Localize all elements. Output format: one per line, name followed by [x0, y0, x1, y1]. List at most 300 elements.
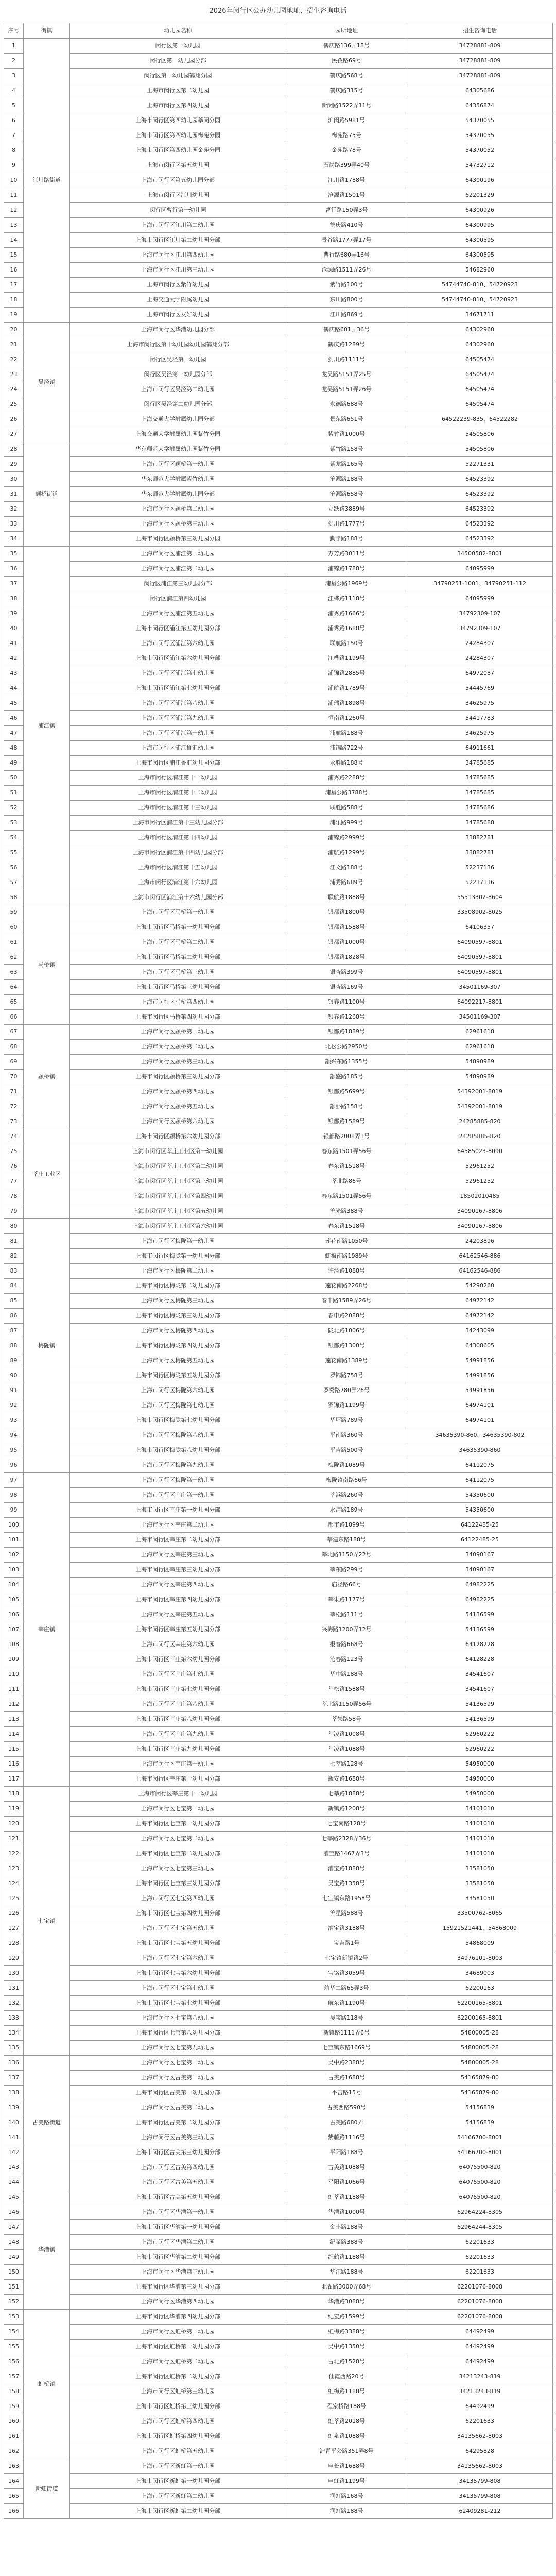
kindergarten-name: 上海市闵行区华漕第二幼儿园分部: [70, 2250, 286, 2265]
kindergarten-name: 上海市闵行区莘庄第五幼儿园分部: [70, 1622, 286, 1637]
kindergarten-name: 上海市闵行区莘庄第六幼儿园: [70, 1637, 286, 1652]
address: 永胜路188号: [286, 756, 407, 771]
kindergarten-name: 上海市闵行区第四幼儿园莘闵分园: [70, 113, 286, 128]
address: 新镇路1111弄6号: [286, 2026, 407, 2041]
phone: 52961252: [407, 1159, 553, 1174]
phone: 64505474: [407, 367, 553, 382]
phone: 34135799-808: [407, 2474, 553, 2489]
kindergarten-name: 上海市闵行区莘庄第十一幼儿园: [70, 1787, 286, 1802]
address: 纪宏路1599号: [286, 2310, 407, 2325]
table-row: [4, 173, 553, 188]
address: 春东路1518号: [286, 1219, 407, 1234]
town-cell: 马桥镇: [24, 905, 70, 1025]
table-row: [4, 472, 553, 487]
phone: 54417783: [407, 711, 553, 726]
row-index: 147: [4, 2220, 24, 2235]
phone: 64972087: [407, 666, 553, 681]
town-cell: 浦江镇: [24, 547, 70, 905]
phone: 64092217-8801: [407, 995, 553, 1010]
phone: 54136599: [407, 1712, 553, 1727]
kindergarten-name: 上海市闵行区莘庄第八幼儿园: [70, 1697, 286, 1712]
table-row: [4, 532, 553, 547]
kindergarten-name: 上海市闵行区浦江第十三幼儿园: [70, 801, 286, 816]
address: 润虹路168号: [286, 2489, 407, 2504]
table-row: [4, 1518, 553, 1533]
header-name: 幼儿园名称: [70, 23, 286, 39]
table-row: [4, 756, 553, 771]
address: 航华二路65弄3号: [286, 1981, 407, 1996]
kindergarten-name: 上海市闵行区七宝第五幼儿园分部: [70, 1936, 286, 1951]
table-row: [4, 1413, 553, 1428]
kindergarten-name: 上海市闵行区江川第二幼儿园分部: [70, 233, 286, 248]
table-row: [4, 1159, 553, 1174]
phone: 34101010: [407, 1846, 553, 1861]
kindergarten-name: 上海市闵行区新虹第一幼儿园: [70, 2459, 286, 2474]
row-index: 159: [4, 2399, 24, 2414]
row-index: 119: [4, 1802, 24, 1817]
table-row: [4, 158, 553, 173]
address: 沧源路1501号: [286, 188, 407, 203]
address: 紫竹路1000号: [286, 427, 407, 442]
row-index: 106: [4, 1607, 24, 1622]
table-row: [4, 651, 553, 666]
row-index: 103: [4, 1563, 24, 1578]
address: 平吉路500号: [286, 1443, 407, 1458]
phone: 54392001-8019: [407, 1099, 553, 1114]
kindergarten-name: 上海市闵行区吴泾第二幼儿园: [70, 382, 286, 397]
phone: 64300196: [407, 173, 553, 188]
table-row: [4, 1129, 553, 1144]
row-index: 67: [4, 1025, 24, 1040]
row-index: 38: [4, 591, 24, 606]
address: 浦航路1789号: [286, 681, 407, 696]
table-row: [4, 457, 553, 472]
address: 东川路800号: [286, 293, 407, 308]
table-row: [4, 1114, 553, 1129]
address: 浦秀路689号: [286, 875, 407, 890]
kindergarten-name: 上海市闵行区莘庄第六幼儿园分部: [70, 1652, 286, 1667]
phone: 62960222: [407, 1727, 553, 1742]
phone: 64523392: [407, 472, 553, 487]
table-row: [4, 39, 553, 54]
phone: 64523392: [407, 532, 553, 547]
phone: 54165879-80: [407, 2071, 553, 2086]
kindergarten-name: 上海市闵行区友好幼儿园: [70, 308, 286, 323]
phone: 64090597-8801: [407, 935, 553, 950]
kindergarten-name: 上海市闵行区古美第五幼儿园分部: [70, 2190, 286, 2205]
phone: 34625975: [407, 726, 553, 741]
phone: 62200165-8801: [407, 2011, 553, 2026]
address: 剑川路1777号: [286, 517, 407, 532]
phone: 34135662-8003: [407, 2429, 553, 2444]
table-row: [4, 69, 553, 83]
phone: 34090167-8806: [407, 1204, 553, 1219]
row-index: 6: [4, 113, 24, 128]
row-index: 46: [4, 711, 24, 726]
phone: 34101010: [407, 1832, 553, 1846]
table-row: [4, 1951, 553, 1966]
address: 莲花南路1050号: [286, 1234, 407, 1249]
address: 平吉路15号: [286, 2086, 407, 2100]
phone: 34728881-809: [407, 54, 553, 69]
phone: 64305686: [407, 83, 553, 98]
address: 纪翟路388号: [286, 2235, 407, 2250]
row-index: 166: [4, 2504, 24, 2519]
table-row: [4, 397, 553, 412]
row-index: 87: [4, 1324, 24, 1338]
row-index: 72: [4, 1099, 24, 1114]
table-row: [4, 1070, 553, 1084]
table-row: [4, 2399, 553, 2414]
table-row: [4, 427, 553, 442]
row-index: 154: [4, 2325, 24, 2340]
kindergarten-name: 上海市闵行区江川第三幼儿园: [70, 263, 286, 278]
address: 沧源路1511弄26号: [286, 263, 407, 278]
kindergarten-name: 闵行区吴泾第二幼儿园分部: [70, 397, 286, 412]
row-index: 137: [4, 2071, 24, 2086]
kindergarten-name: 华东师范大学附属紫竹幼儿园: [70, 472, 286, 487]
row-index: 29: [4, 457, 24, 472]
kindergarten-name: 上海市闵行区紫竹幼儿园: [70, 278, 286, 293]
table-row: [4, 308, 553, 323]
phone: 54732712: [407, 158, 553, 173]
table-body: [4, 39, 553, 2519]
phone: 54392001-8019: [407, 1084, 553, 1099]
table-row: [4, 2011, 553, 2026]
table-row: [4, 263, 553, 278]
table-row: [4, 1533, 553, 1548]
row-index: 86: [4, 1309, 24, 1324]
row-index: 156: [4, 2354, 24, 2369]
kindergarten-name: 上海市闵行区七宝第九幼儿园: [70, 2041, 286, 2056]
table-row: [4, 1832, 553, 1846]
address: 联航路150号: [286, 636, 407, 651]
kindergarten-name: 上海市闵行区梅陇第十幼儿园: [70, 1473, 286, 1488]
phone: 54800005-28: [407, 2041, 553, 2056]
phone: 34541607: [407, 1667, 553, 1682]
address: 报春路668号: [286, 1637, 407, 1652]
kindergarten-name: 上海市闵行区浦江第十四幼儿园分部: [70, 845, 286, 860]
phone: 52961252: [407, 1174, 553, 1189]
phone: 54166700-8001: [407, 2130, 553, 2145]
phone: 54744740-810、54720923: [407, 293, 553, 308]
phone: 24285885-820: [407, 1129, 553, 1144]
address: 梅陇镇南路66号: [286, 1473, 407, 1488]
row-index: 118: [4, 1787, 24, 1802]
row-index: 42: [4, 651, 24, 666]
phone: 34689003: [407, 1966, 553, 1981]
table-row: [4, 1996, 553, 2011]
kindergarten-name: 上海市闵行区莘庄第八幼儿园分部: [70, 1712, 286, 1727]
row-index: 151: [4, 2280, 24, 2295]
table-row: [4, 2250, 553, 2265]
row-index: 144: [4, 2175, 24, 2190]
row-index: 54: [4, 831, 24, 845]
row-index: 100: [4, 1518, 24, 1533]
table-row: [4, 2190, 553, 2205]
row-index: 15: [4, 248, 24, 263]
address: 罗锦路1199号: [286, 1398, 407, 1413]
table-row: [4, 696, 553, 711]
address: 宝吉路1号: [286, 1936, 407, 1951]
address: 银杏路399号: [286, 965, 407, 980]
phone: 34500582-8801: [407, 547, 553, 562]
kindergarten-name: 上海市闵行区莘庄第七幼儿园分部: [70, 1682, 286, 1697]
kindergarten-name: 上海市闵行区梅陇第八幼儿园分部: [70, 1443, 286, 1458]
phone: 55513302-8604: [407, 890, 553, 905]
phone: 62201633: [407, 2250, 553, 2265]
phone: 64112075: [407, 1458, 553, 1473]
kindergarten-table: [4, 23, 553, 2519]
table-row: [4, 487, 553, 502]
table-row: [4, 666, 553, 681]
row-index: 24: [4, 382, 24, 397]
table-row: [4, 845, 553, 860]
table-row: [4, 995, 553, 1010]
table-row: [4, 2056, 553, 2071]
phone: 34243099: [407, 1324, 553, 1338]
address: 联航路1888号: [286, 890, 407, 905]
table-row: [4, 2115, 553, 2130]
kindergarten-name: 上海市闵行区浦江第五幼儿园: [70, 606, 286, 621]
address: 罗锦路758号: [286, 1368, 407, 1383]
phone: 64302960: [407, 323, 553, 337]
address: 许泾路1088号: [286, 1264, 407, 1279]
kindergarten-name: 上海市闵行区虹桥第三幼儿园: [70, 2384, 286, 2399]
address: 莘朱路58号: [286, 1712, 407, 1727]
address: 曹行路680弄16号: [286, 248, 407, 263]
address: 瓶安路1688号: [286, 1772, 407, 1787]
address: 沁春路123号: [286, 1652, 407, 1667]
kindergarten-name: 上海市闵行区七宝第七幼儿园分部: [70, 1996, 286, 2011]
row-index: 99: [4, 1503, 24, 1518]
table-row: [4, 606, 553, 621]
phone: 64075500-820: [407, 2175, 553, 2190]
kindergarten-name: 上海市闵行区古美第二幼儿园: [70, 2100, 286, 2115]
kindergarten-name: 上海市闵行区华漕第三幼儿园: [70, 2265, 286, 2280]
table-row: [4, 143, 553, 158]
table-row: [4, 1234, 553, 1249]
phone: 54890989: [407, 1070, 553, 1084]
kindergarten-name: 上海市闵行区莘庄第九幼儿园分部: [70, 1742, 286, 1757]
address: 七宝南路128号: [286, 1817, 407, 1832]
row-index: 90: [4, 1368, 24, 1383]
row-index: 108: [4, 1637, 24, 1652]
row-index: 140: [4, 2115, 24, 2130]
kindergarten-name: 闵行区浦江第四幼儿园: [70, 591, 286, 606]
table-row: [4, 128, 553, 143]
phone: 34792309-107: [407, 621, 553, 636]
table-row: [4, 323, 553, 337]
address: 莘朱路1177号: [286, 1592, 407, 1607]
table-header-row: [4, 23, 553, 39]
header-index: 序号: [4, 23, 24, 39]
kindergarten-name: 上海市闵行区梅陇第三幼儿园: [70, 1294, 286, 1309]
phone: 34976101-8003: [407, 1951, 553, 1966]
address: 莘建东路188号: [286, 1533, 407, 1548]
kindergarten-name: 上海市闵行区虹桥第二幼儿园分部: [70, 2369, 286, 2384]
kindergarten-name: 闵行区吴泾第一幼儿园: [70, 352, 286, 367]
kindergarten-name: 上海市闵行区莘庄第九幼儿园: [70, 1727, 286, 1742]
row-index: 80: [4, 1219, 24, 1234]
kindergarten-name: 上海市闵行区梅陇第九幼儿园: [70, 1458, 286, 1473]
kindergarten-name: 上海市闵行区颛桥第三幼儿园分部: [70, 1070, 286, 1084]
address: 新镇路1208号: [286, 1802, 407, 1817]
table-row: [4, 920, 553, 935]
kindergarten-name: 上海市闵行区浦江鲁汇幼儿园分部: [70, 756, 286, 771]
phone: 33882781: [407, 845, 553, 860]
phone: 54136599: [407, 1697, 553, 1712]
row-index: 125: [4, 1891, 24, 1906]
phone: 62964244-8305: [407, 2220, 553, 2235]
address: 银都路1589号: [286, 1114, 407, 1129]
address: 平阳路1066号: [286, 2175, 407, 2190]
address: 银春路1100号: [286, 995, 407, 1010]
table-row: [4, 1294, 553, 1309]
phone: 64974101: [407, 1413, 553, 1428]
address: 万芳路3011号: [286, 547, 407, 562]
phone: 15921521441、54868009: [407, 1921, 553, 1936]
row-index: 26: [4, 412, 24, 427]
table-row: [4, 382, 553, 397]
phone: 18502010485: [407, 1189, 553, 1204]
phone: 34501169-307: [407, 1010, 553, 1025]
phone: 54370052: [407, 143, 553, 158]
address: 七莘路2328弄36号: [286, 1832, 407, 1846]
kindergarten-name: 上海市闵行区古美第一幼儿园分部: [70, 2086, 286, 2100]
table-row: [4, 875, 553, 890]
table-row: [4, 188, 553, 203]
address: 漕宝路1888号: [286, 1861, 407, 1876]
row-index: 141: [4, 2130, 24, 2145]
row-index: 11: [4, 188, 24, 203]
address: 浦锦路1788号: [286, 562, 407, 577]
phone: 62409281-212: [407, 2504, 553, 2519]
address: 华中路188号: [286, 1667, 407, 1682]
kindergarten-name: 上海市闵行区虹桥第四幼儿园分部: [70, 2429, 286, 2444]
table-row: [4, 1592, 553, 1607]
table-row: [4, 860, 553, 875]
phone: 34090167-8806: [407, 1219, 553, 1234]
address: 莘松路1588号: [286, 1682, 407, 1697]
table-row: [4, 352, 553, 367]
row-index: 32: [4, 502, 24, 517]
kindergarten-name: 上海市闵行区马桥第四幼儿园: [70, 995, 286, 1010]
kindergarten-name: 闵行区第一幼儿园: [70, 39, 286, 54]
table-row: [4, 950, 553, 965]
address: 民孜路69号: [286, 54, 407, 69]
row-index: 109: [4, 1652, 24, 1667]
header-town: 街镇: [24, 23, 70, 39]
address: 立跃路3889号: [286, 502, 407, 517]
row-index: 9: [4, 158, 24, 173]
kindergarten-name: 上海市闵行区七宝第八幼儿园: [70, 2011, 286, 2026]
row-index: 64: [4, 980, 24, 995]
table-row: [4, 293, 553, 308]
phone: 54505806: [407, 442, 553, 457]
kindergarten-name: 上海市闵行区七宝第七幼儿园: [70, 1981, 286, 1996]
kindergarten-name: 上海交通大学附属幼儿园: [70, 293, 286, 308]
row-index: 91: [4, 1383, 24, 1398]
table-row: [4, 2325, 553, 2340]
phone: 54950000: [407, 1787, 553, 1802]
kindergarten-name: 上海市闵行区古美第五幼儿园: [70, 2175, 286, 2190]
address: 虹梅南路1989号: [286, 1249, 407, 1264]
phone: 62964224-8305: [407, 2205, 553, 2220]
kindergarten-name: 上海市闵行区颛桥第五幼儿园: [70, 1099, 286, 1114]
phone: 64492499: [407, 2354, 553, 2369]
table-row: [4, 1249, 553, 1264]
kindergarten-name: 上海市闵行区莘庄第七幼儿园: [70, 1667, 286, 1682]
town-cell: 新虹街道: [24, 2459, 70, 2519]
row-index: 53: [4, 816, 24, 831]
table-row: [4, 1099, 553, 1114]
address: 七莘路128号: [286, 1757, 407, 1772]
phone: 34790251-1001、34790251-112: [407, 577, 553, 591]
kindergarten-name: 上海市闵行区七宝第四幼儿园分部: [70, 1906, 286, 1921]
kindergarten-name: 上海市闵行区浦江第九幼儿园: [70, 711, 286, 726]
table-row: [4, 801, 553, 816]
table-row: [4, 2354, 553, 2369]
kindergarten-name: 上海市闵行区华漕第四幼儿园: [70, 2295, 286, 2310]
row-index: 30: [4, 472, 24, 487]
address: 程家桥路188号: [286, 2399, 407, 2414]
row-index: 76: [4, 1159, 24, 1174]
address: 沪光路388号: [286, 1204, 407, 1219]
address: 莘松路111号: [286, 1607, 407, 1622]
address: 江桦路1118号: [286, 591, 407, 606]
kindergarten-name: 上海市闵行区莘庄第四幼儿园: [70, 1578, 286, 1592]
table-row: [4, 2145, 553, 2160]
row-index: 55: [4, 845, 24, 860]
phone: 54991856: [407, 1368, 553, 1383]
address: 鹤庆路601弄36号: [286, 323, 407, 337]
row-index: 18: [4, 293, 24, 308]
row-index: 1: [4, 39, 24, 54]
phone: 54166700-8001: [407, 2145, 553, 2160]
phone: 34785685: [407, 786, 553, 801]
row-index: 149: [4, 2250, 24, 2265]
address: 江川路869号: [286, 308, 407, 323]
kindergarten-name: 上海市闵行区浦江第六幼儿园分部: [70, 651, 286, 666]
page-title: 2026年闵行区公办幼儿园地址、招生咨询电话: [209, 7, 347, 15]
row-index: 35: [4, 547, 24, 562]
table-row: [4, 2235, 553, 2250]
table-row: [4, 1428, 553, 1443]
address: 莘东路299号: [286, 1563, 407, 1578]
address: 七宝镇东路1958号: [286, 1891, 407, 1906]
kindergarten-name: 上海市闵行区颛桥第四幼儿园: [70, 1084, 286, 1099]
town-cell: 吴泾镇: [24, 323, 70, 442]
phone: 64162546-886: [407, 1264, 553, 1279]
table-row: [4, 2474, 553, 2489]
phone: 64505474: [407, 352, 553, 367]
row-index: 36: [4, 562, 24, 577]
kindergarten-name: 上海市闵行区浦江第十三幼儿园分部: [70, 816, 286, 831]
row-index: 148: [4, 2235, 24, 2250]
phone: 33882781: [407, 831, 553, 845]
phone: 64095999: [407, 562, 553, 577]
row-index: 20: [4, 323, 24, 337]
table-row: [4, 1204, 553, 1219]
phone: 34785688: [407, 816, 553, 831]
row-index: 51: [4, 786, 24, 801]
table-row: [4, 1652, 553, 1667]
phone: 64505474: [407, 382, 553, 397]
table-row: [4, 2220, 553, 2235]
address: 北松公路2950号: [286, 1040, 407, 1055]
phone: 34213243-819: [407, 2384, 553, 2399]
